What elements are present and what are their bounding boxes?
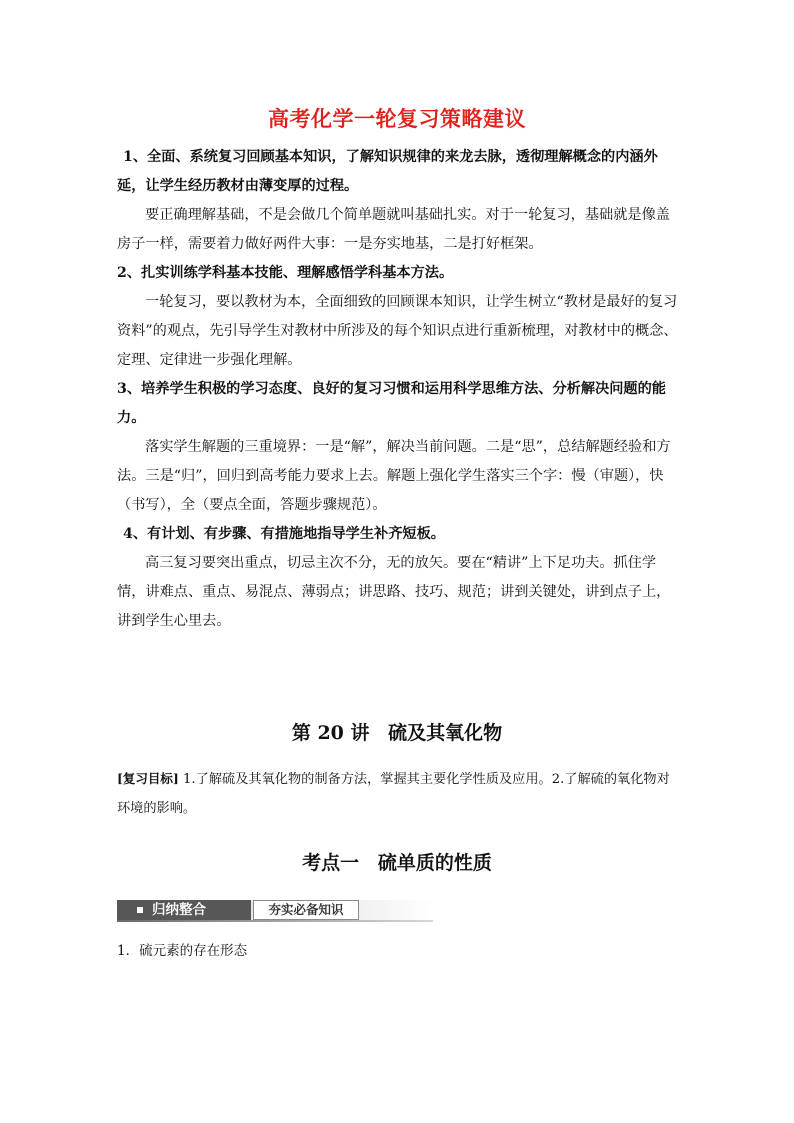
- review-goal-text: 1.了解硫及其氧化物的制备方法，掌握其主要化学性质及应用。2.了解硫的氧化物对环境的影响。: [117, 772, 670, 816]
- banner-underline: [117, 920, 433, 922]
- point-4-body: 高三复习要突出重点，切忌主次不分，无的放矢。要在“精讲”上下足功夫。抓住学情，讲难点、重点、易混点、薄弱点；讲思路、技巧、规范；讲到关键处，讲到点子上，讲到学生心里去。: [117, 555, 671, 629]
- lecture-number: 第 20 讲: [291, 722, 370, 744]
- page-title: 高考化学一轮复习策略建议: [268, 106, 526, 131]
- point-1-body: 要正确理解基础，不是会做几个简单题就叫基础扎实。对于一轮复习，基础就是像盖房子一样，需要着力做好两件大事：一是夯实地基，二是打好框架。: [117, 207, 670, 252]
- subsection-heading: 1．硫元素的存在形态: [117, 943, 248, 959]
- banner-main: [117, 900, 251, 920]
- topic-name: 硫单质的性质: [377, 852, 492, 874]
- point-3-heading: 3、培养学生积极的学习态度、良好的复习习惯和运用科学思维方法、分析解决问题的能力。: [117, 381, 666, 426]
- banner-sub-label: 夯实必备知识: [253, 900, 359, 920]
- section-banner: [117, 900, 433, 922]
- point-2-heading: 2、扎实训练学科基本技能、理解感悟学科基本方法。: [117, 265, 454, 281]
- square-bullet-icon: [137, 907, 143, 913]
- banner-main-label: 归纳整合: [152, 902, 206, 918]
- topic-number: 考点一: [302, 852, 360, 874]
- topic-heading: [0, 848, 794, 875]
- review-goal-label: [复习目标]: [117, 771, 179, 786]
- point-4-heading: 4、有计划、有步骤、有措施地指导学生补齐短板。: [123, 526, 445, 542]
- point-3-body: 落实学生解题的三重境界：一是“解”，解决当前问题。二是“思”，总结解题经验和方法。三是“归”，回归到高考能力要求上去。解题上强化学生落实三个字：慢（审题），快（书写），全（要点全面，答题步骤规范）。: [117, 439, 671, 513]
- lecture-name: 硫及其氧化物: [388, 722, 503, 744]
- point-1-heading: 1、全面、系统复习回顾基本知识，了解知识规律的来龙去脉，透彻理解概念的内涵外延，让学生经历教材由薄变厚的过程。: [117, 149, 658, 194]
- lecture-heading: [0, 718, 794, 745]
- point-2-body: 一轮复习，要以教材为本，全面细致的回顾课本知识，让学生树立“教材是最好的复习资料”的观点，先引导学生对教材中所涉及的每个知识点进行重新梳理，对教材中的概念、定理、定律进一步强化理解。: [117, 294, 678, 368]
- review-goal: [117, 764, 682, 823]
